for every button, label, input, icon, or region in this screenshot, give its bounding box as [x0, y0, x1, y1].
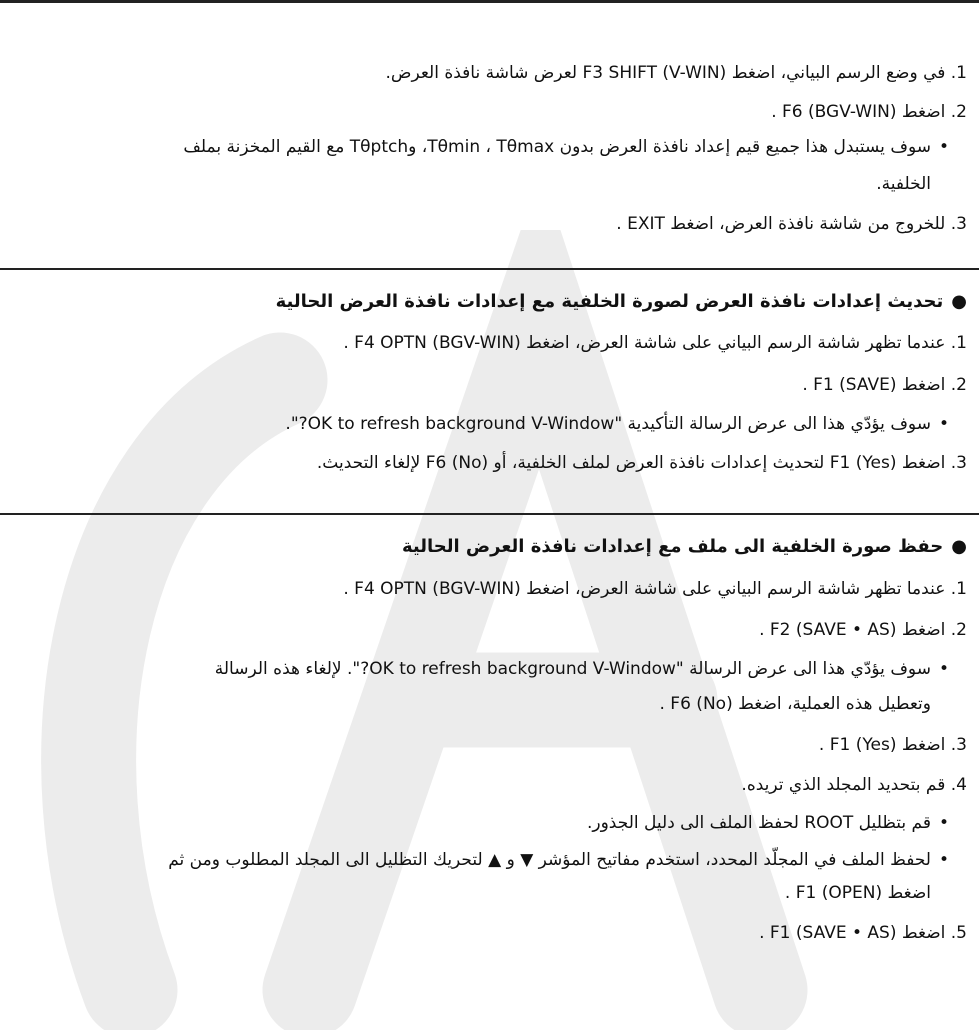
bullet-dot: •	[938, 137, 949, 157]
bullet-note	[12, 849, 949, 871]
top-border	[0, 0, 979, 3]
step-2: 2. اضغط (BGV-WIN) F6 .	[771, 102, 967, 122]
step-3: 3. اضغط (Yes) F1 لتحديث إعدادات نافذة العرض لملف الخلفية، أو (No) F6 لإلغاء التحديث.	[316, 453, 967, 473]
step-2: 2. اضغط (SAVE) F1 .	[802, 375, 967, 395]
step-1: 1. في وضع الرسم البياني، اضغط (V-WIN) F3 SHIFT لعرض شاشة نافذة العرض.	[385, 63, 967, 83]
bullet-text: سوف يؤدّي هذا الى عرض الرسالة التأكيدية "OK to refresh background V-Window?".	[285, 414, 931, 434]
bullet-note	[12, 812, 949, 834]
step-3: 3. للخروج من شاشة نافذة العرض، اضغط EXIT .	[616, 214, 967, 234]
bullet-note-cont: وتعطيل هذه العملية، اضغط (No) F6 .	[659, 694, 931, 714]
bullet-note-cont: الخلفية.	[876, 174, 931, 194]
heading-text: تحديث إعدادات نافذة العرض لصورة الخلفية مع إعدادات نافذة العرض الحالية	[275, 291, 944, 312]
bullet-text: سوف يستبدل هذا جميع قيم إعداد نافذة العرض بدون Tθmin ، Tθmax، وTθptch مع القيم المخزنة بملف	[183, 137, 931, 157]
step-1: 1. عندما تظهر شاشة الرسم البياني على شاشة العرض، اضغط (BGV-WIN) F4 OPTN .	[343, 333, 967, 353]
heading-text: حفظ صورة الخلفية الى ملف مع إعدادات نافذة العرض الحالية	[401, 536, 944, 557]
section-heading-update	[12, 291, 967, 313]
bullet-note	[12, 658, 949, 680]
bullet-dot: •	[938, 659, 949, 679]
heading-bullet: ●	[951, 291, 967, 312]
bullet-note	[12, 136, 949, 158]
bullet-note	[12, 413, 949, 435]
bullet-dot: •	[938, 414, 949, 434]
bullet-dot: •	[938, 850, 949, 870]
bullet-note-cont: اضغط (OPEN) F1 .	[784, 883, 931, 903]
step-1: 1. عندما تظهر شاشة الرسم البياني على شاشة العرض، اضغط (BGV-WIN) F4 OPTN .	[343, 579, 967, 599]
bullet-text: سوف يؤدّي هذا الى عرض الرسالة "OK to refresh background V-Window?". لإلغاء هذه الرسالة	[214, 659, 931, 679]
divider-2	[0, 513, 979, 515]
step-3: 3. اضغط (Yes) F1 .	[818, 735, 967, 755]
section-heading-save	[12, 536, 967, 558]
bullet-text: لحفظ الملف في المجلّد المحدد، استخدم مفاتيح المؤشر ▼ و ▲ لتحريك التظليل الى المجلد المطلوب ومن ثم	[168, 850, 931, 870]
step-5: 5. اضغط (SAVE • AS) F1 .	[759, 923, 967, 943]
bullet-text: قم بتظليل ROOT لحفظ الملف الى دليل الجذور.	[586, 813, 931, 833]
heading-bullet: ●	[951, 536, 967, 557]
bullet-dot: •	[938, 813, 949, 833]
step-2: 2. اضغط (SAVE • AS) F2 .	[759, 620, 967, 640]
step-4: 4. قم بتحديد المجلد الذي تريده.	[741, 775, 967, 795]
divider-1	[0, 268, 979, 270]
